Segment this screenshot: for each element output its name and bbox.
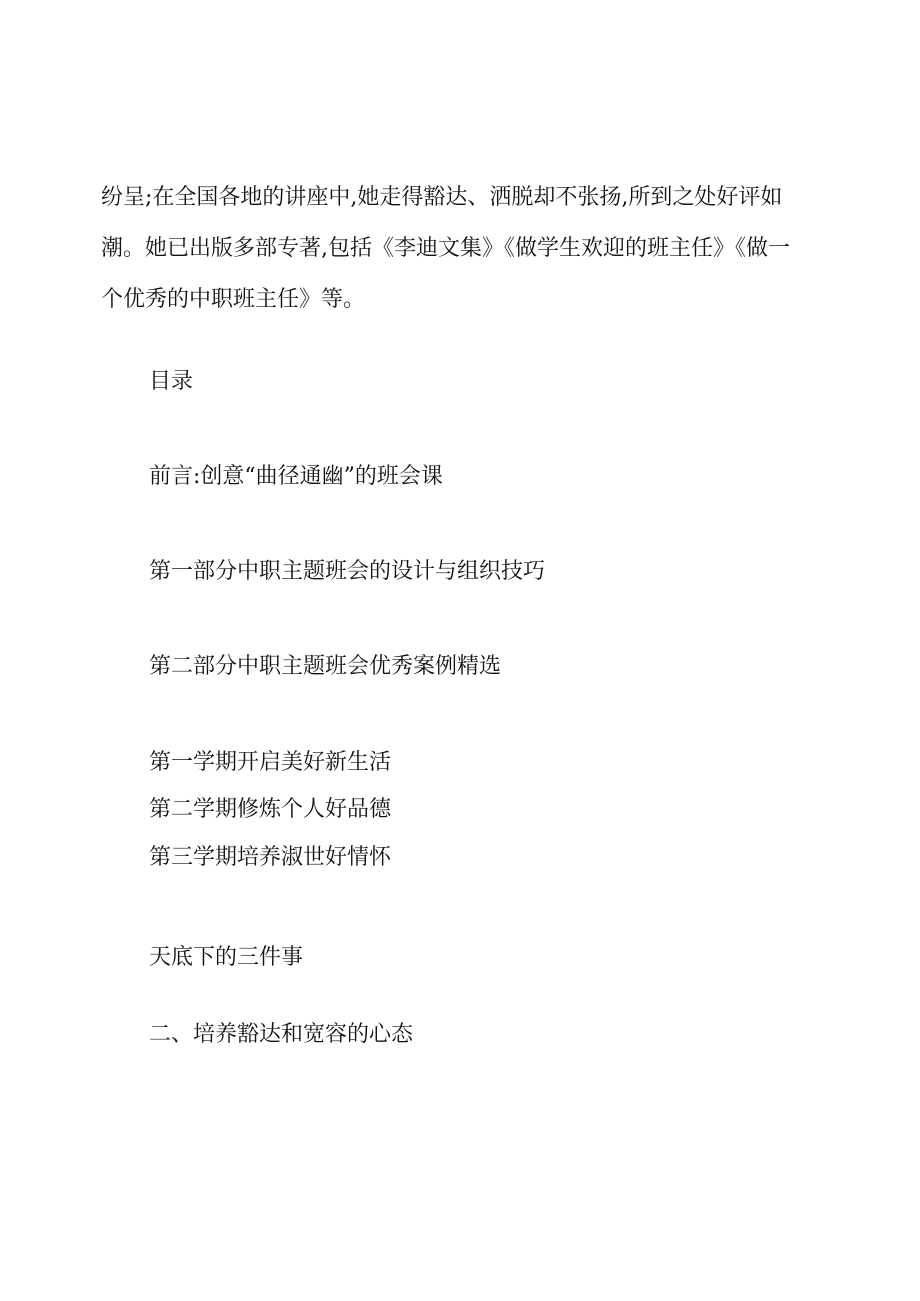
toc-heading: 目录 (149, 369, 194, 394)
intro-line: 潮。她已出版多部专著,包括《李迪文集》《做学生欢迎的班主任》《做一 (101, 236, 790, 261)
toc-part-two: 第二部分中职主题班会优秀案例精选 (149, 654, 502, 679)
section-item: 二、培养豁达和宽容的心态 (149, 1022, 414, 1047)
toc-semester-one: 第一学期开启美好新生活 (149, 750, 392, 775)
toc-preface: 前言:创意“曲径通幽”的班会课 (149, 464, 443, 489)
intro-paragraph (101, 172, 821, 325)
toc-semester-three: 第三学期培养淑世好情怀 (149, 845, 392, 870)
toc-part-one: 第一部分中职主题班会的设计与组织技巧 (149, 559, 546, 584)
intro-line: 个优秀的中职班主任》等。 (101, 287, 366, 312)
section-title: 天底下的三件事 (149, 945, 304, 970)
intro-line: 纷呈;在全国各地的讲座中,她走得豁达、洒脱却不张扬,所到之处好评如 (101, 185, 783, 210)
toc-semester-two: 第二学期修炼个人好品德 (149, 797, 392, 822)
